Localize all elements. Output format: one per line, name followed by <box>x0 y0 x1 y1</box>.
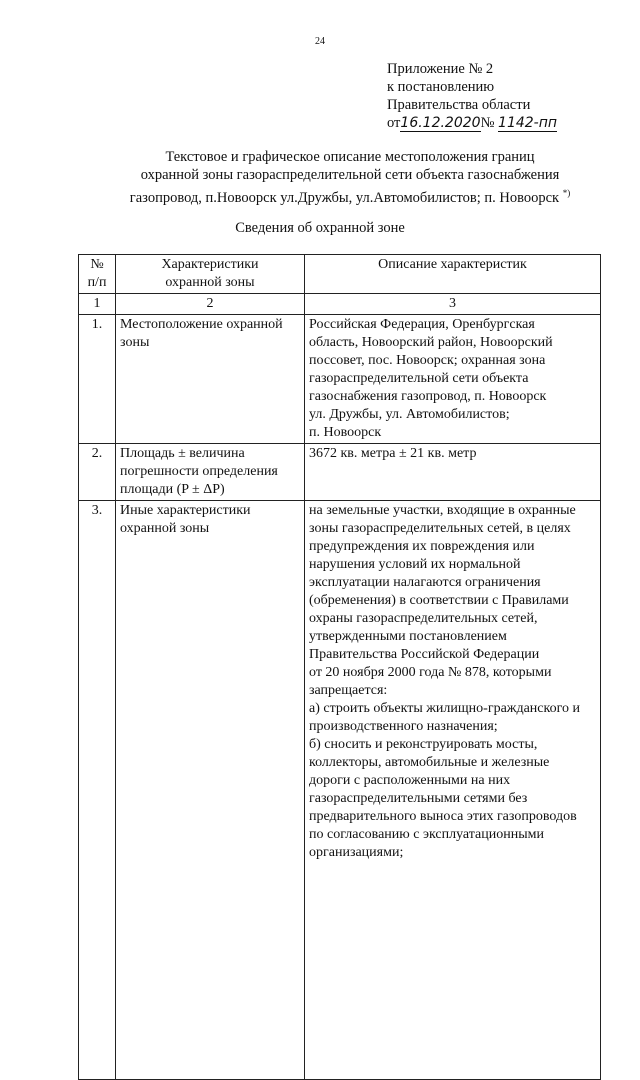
char-line: зоны <box>120 335 150 350</box>
desc-line: б) сносить и реконструировать мосты, <box>309 737 538 752</box>
desc-line: охраны газораспределительных сетей, <box>309 611 538 626</box>
handwritten-number: 1142-пп <box>498 115 558 131</box>
desc-line: запрещается: <box>309 683 388 698</box>
desc-line: производственного назначения; <box>309 719 498 734</box>
char-line: Площадь ± величина <box>120 446 245 461</box>
desc-line: газоснабжения газопровод, п. Новоорск <box>309 389 547 404</box>
desc-line: на земельные участки, входящие в охранные <box>309 503 576 518</box>
table-row <box>79 315 601 444</box>
header-char-line: Характеристики <box>161 257 259 272</box>
char-line: Иные характеристики <box>120 503 251 518</box>
char-line: площади (P ± ΔP) <box>120 482 225 497</box>
from-prefix: от <box>387 115 401 131</box>
header-num <box>79 255 116 294</box>
header-num-line: п/п <box>87 275 107 290</box>
number-prefix: № <box>480 115 495 131</box>
header-char-line: охранной зоны <box>165 275 255 290</box>
desc-line: газораспределительной сети объекта <box>309 371 529 386</box>
desc-line: Правительства Российской Федерации <box>309 647 540 662</box>
desc-line: предварительного выноса этих газопроводов <box>309 809 577 824</box>
zone-info-table <box>78 254 601 1080</box>
section-title: Сведения об охранной зоне <box>235 220 405 236</box>
desc-line: от 20 ноября 2000 года № 878, которыми <box>309 665 552 680</box>
title-line-3-text: газопровод, п.Новоорск ул.Дружбы, ул.Автомобилистов; п. Новоорск <box>129 189 560 206</box>
desc-line: организациями; <box>309 845 404 860</box>
desc-line: эксплуатации налагаются ограничения <box>309 575 541 590</box>
desc-line: поссовет, пос. Новоорск; охранная зона <box>309 353 546 368</box>
title-line-2: охранной зоны газораспределительной сети объекта газоснабжения <box>140 167 560 183</box>
header-characteristics <box>116 255 305 294</box>
desc-line: предупреждения их повреждения или <box>309 539 535 554</box>
desc-line: газораспределительными сетями без <box>309 791 528 806</box>
desc-line: зоны газораспределительных сетей, в целях <box>309 521 571 536</box>
table-row <box>79 501 601 1080</box>
row-description <box>305 315 601 444</box>
desc-line: область, Новоорский район, Новоорский <box>309 335 553 350</box>
appendix-line-1: Приложение № 2 <box>387 61 494 77</box>
footnote-mark: *) <box>562 188 571 198</box>
title-line-3 <box>100 184 600 207</box>
desc-line: утвержденными постановлением <box>309 629 507 644</box>
desc-line: п. Новоорск <box>309 425 382 440</box>
desc-line: ул. Дружбы, ул. Автомобилистов; <box>309 407 510 422</box>
desc-line: коллекторы, автомобильные и железные <box>309 755 550 770</box>
index-cell: 3 <box>305 294 601 315</box>
char-line: погрешности определения <box>120 464 278 479</box>
header-num-line: № <box>90 257 104 272</box>
row-description <box>305 501 601 1080</box>
desc-line: нарушения условий их нормальной <box>309 557 521 572</box>
handwritten-date: 16.12.2020 <box>400 115 481 131</box>
table-index-row <box>79 294 601 315</box>
page-number: 24 <box>315 36 325 47</box>
char-line: Местоположение охранной <box>120 317 283 332</box>
char-line: охранной зоны <box>120 521 210 536</box>
desc-line: (обременения) в соответствии с Правилами <box>309 593 569 608</box>
title-line-1: Текстовое и графическое описание местоположения границ <box>165 149 535 165</box>
row-characteristic <box>116 501 305 1080</box>
appendix-block <box>387 60 557 132</box>
table-row <box>79 444 601 501</box>
row-num: 1. <box>79 315 116 444</box>
desc-line: 3672 кв. метра ± 21 кв. метр <box>309 446 477 461</box>
appendix-line-3: Правительства области <box>387 97 531 113</box>
row-num: 2. <box>79 444 116 501</box>
row-characteristic <box>116 315 305 444</box>
desc-line: по согласованию с эксплуатационными <box>309 827 544 842</box>
appendix-line-2: к постановлению <box>387 79 495 95</box>
desc-line: Российская Федерация, Оренбургская <box>309 317 535 332</box>
appendix-date-line <box>387 114 557 132</box>
header-description: Описание характеристик <box>305 255 601 294</box>
row-characteristic <box>116 444 305 501</box>
index-cell: 2 <box>116 294 305 315</box>
desc-line: дороги с расположенными на них <box>309 773 511 788</box>
row-description <box>305 444 601 501</box>
desc-line: а) строить объекты жилищно-гражданского и <box>309 701 580 716</box>
index-cell: 1 <box>79 294 116 315</box>
document-title <box>100 148 600 207</box>
table-header-row <box>79 255 601 294</box>
row-num: 3. <box>79 501 116 1080</box>
